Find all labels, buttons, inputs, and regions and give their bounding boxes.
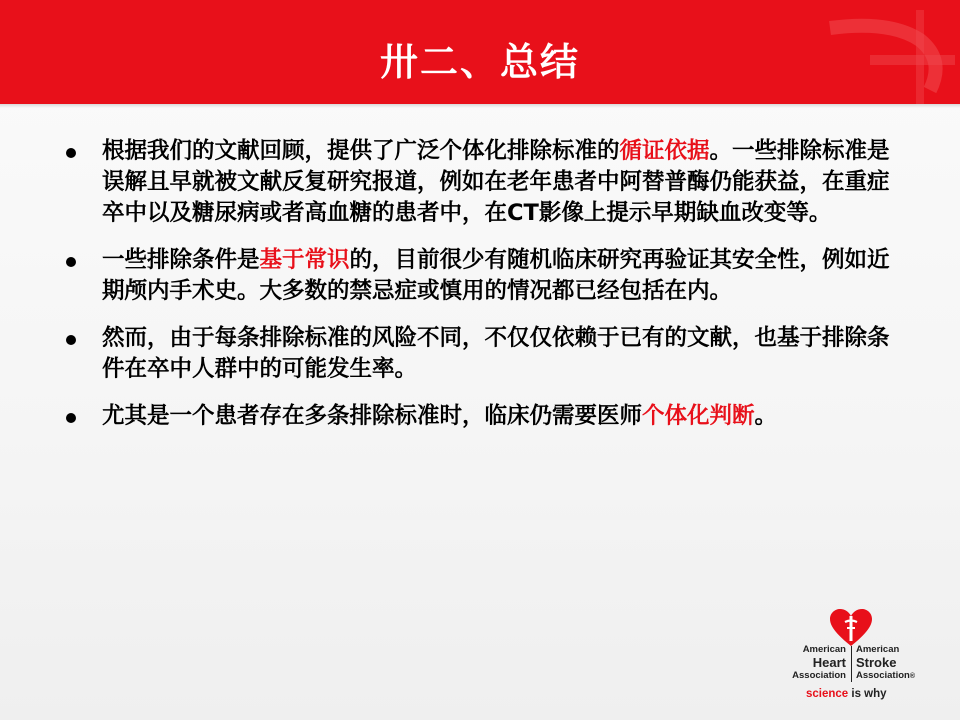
highlight-text: 循证依据 <box>619 138 710 164</box>
bullet-list <box>62 136 902 448</box>
highlight-text: 基于常识 <box>259 247 350 273</box>
stroke-association-name: American Stroke Association® <box>856 644 916 681</box>
bullet-text: 尤其是一个患者存在多条排除标准时，临床仍需要医师 <box>102 403 643 429</box>
bullet-text: 。一些排除标准是误解且早就被文献反复研究报道，例如在老年患者中阿替普酶仍能获益，在重症卒中以及糖尿病或者高血糖的患者中，在CT影像上提示早期缺血改变等。 <box>102 138 890 226</box>
aha-asa-logo <box>768 608 938 708</box>
bullet-item <box>62 245 902 307</box>
heart-association-name: American Heart Association <box>792 644 846 681</box>
bullet-text: 。 <box>754 403 778 429</box>
slide-title: 卅二、总结 <box>379 40 580 84</box>
bullet-text: 一些排除条件是 <box>102 247 260 273</box>
bullet-icon <box>66 413 76 423</box>
logo-tagline: science is why <box>806 688 887 700</box>
bullet-text: 然而，由于每条排除标准的风险不同，不仅仅依赖于已有的文献，也基于排除条件在卒中人群中的可能发生率。 <box>102 325 890 382</box>
bullet-text: 的，目前很少有随机临床研究再验证其安全性，例如近期颅内手术史。大多数的禁忌症或慎用的情况都已经包括在内。 <box>102 247 890 304</box>
bullet-icon <box>66 148 76 158</box>
bullet-item <box>62 136 902 229</box>
highlight-text: 个体化判断 <box>642 403 755 429</box>
bullet-icon <box>66 257 76 267</box>
heart-torch-icon <box>828 608 874 648</box>
bullet-icon <box>66 335 76 345</box>
bullet-item <box>62 401 902 432</box>
bullet-item <box>62 323 902 385</box>
title-bar-shadow <box>0 104 960 108</box>
bullet-text: 根据我们的文献回顾，提供了广泛个体化排除标准的 <box>102 138 620 164</box>
logo-divider <box>851 646 852 682</box>
title-bar <box>0 0 960 104</box>
